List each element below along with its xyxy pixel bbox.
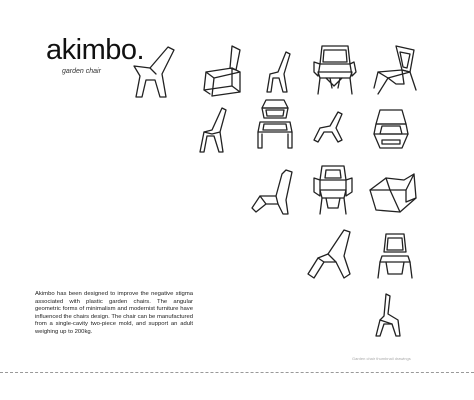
chair-sketch-block-iso-12 [366,168,418,216]
chair-sketch-front-9 [370,104,412,156]
dashed-divider [0,372,474,373]
chair-sketch-iso-14 [374,230,416,282]
chair-sketch-iso-5 [370,42,420,98]
chair-sketch-side-3 [264,48,296,98]
figure-caption: Garden chair thumbnail drawings [352,356,411,361]
page-title: akimbo. [46,34,145,66]
chair-sketch-side-6 [198,104,234,156]
chair-sketch-side-1 [128,44,178,100]
chair-sketch-front-11 [310,162,356,218]
chair-sketch-side-10 [246,166,300,218]
chair-sketch-iso-2 [196,42,246,100]
chair-sketch-side-15 [372,290,412,340]
page-subtitle: garden chair [62,68,101,75]
chair-sketch-front-iso-4 [310,42,358,98]
chair-sketch-side-13 [306,226,358,282]
chair-sketch-side-8 [312,108,352,146]
chair-sketch-back-iso-7 [252,96,298,154]
description-text: Akimbo has been designed to improve the negative stigma associated with plastic garden chairs. The angular geometric forms of minimalism and modernist furniture have influenced the chairs design. The chair can be manufactured from a single-cavity two-piece mold, and support an adult weighing up to 200kg. [35,291,193,335]
